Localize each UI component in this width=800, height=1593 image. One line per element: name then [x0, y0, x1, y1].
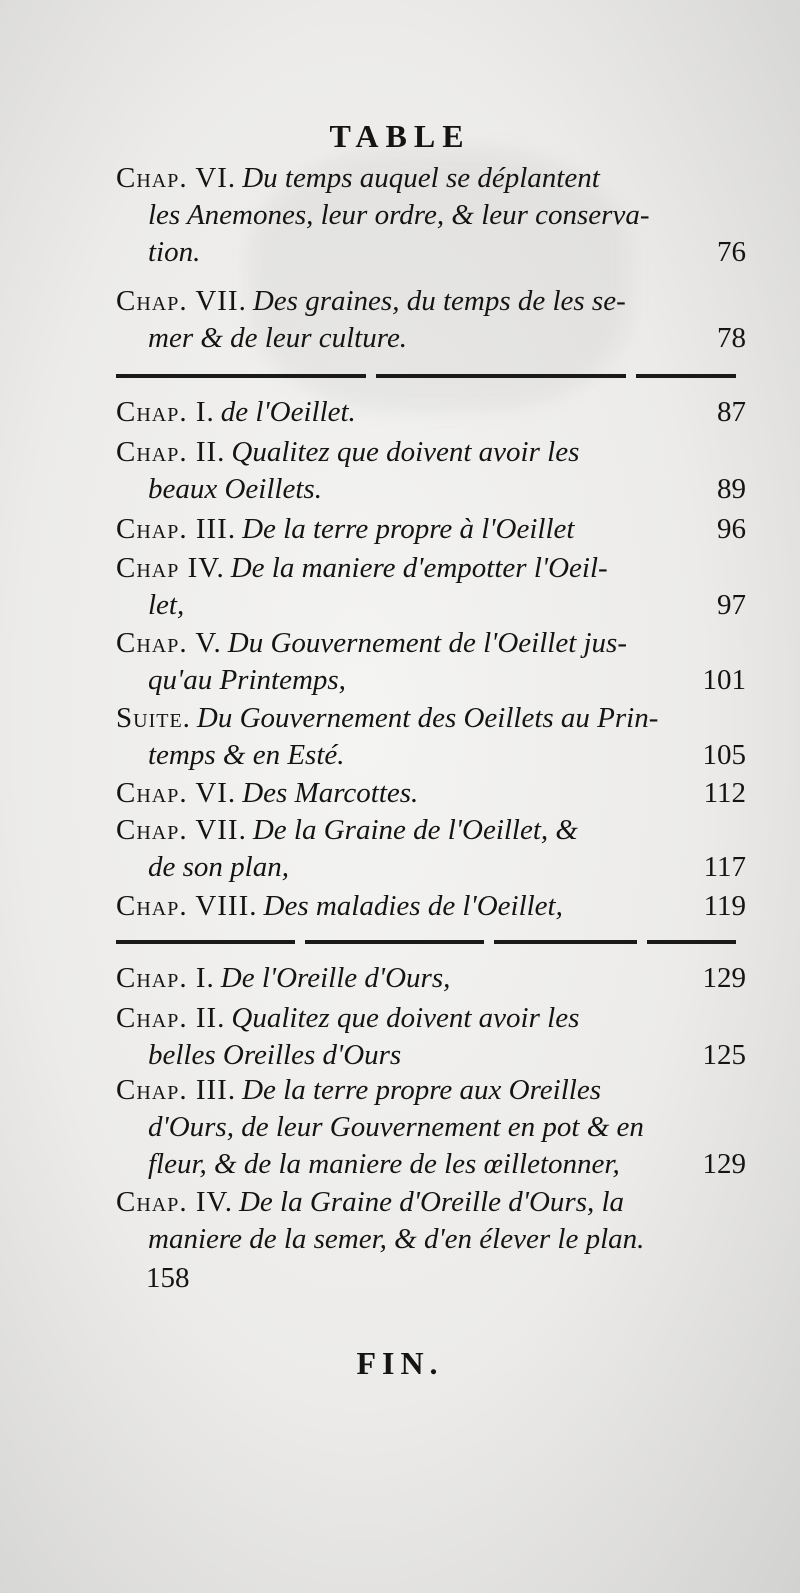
page-number: 97: [717, 589, 746, 621]
page-number: 129: [702, 1148, 746, 1180]
chapter-title-continued: mer & de leur culture.: [148, 322, 408, 354]
page-number: 129: [702, 962, 746, 994]
page-number: 87: [717, 396, 746, 428]
fin-text: FIN.: [356, 1345, 444, 1381]
toc-entry: [116, 812, 746, 886]
chapter-title: Qualitez que doivent avoir les: [231, 1002, 580, 1034]
chapter-label: Chap. VIII.: [116, 890, 258, 922]
toc-entry: [116, 394, 746, 431]
toc-entry: [116, 1000, 746, 1074]
page-number: 158: [146, 1262, 190, 1294]
chapter-label: Chap. VI.: [116, 777, 237, 809]
toc-entry: [116, 511, 746, 548]
section-divider: [116, 940, 736, 944]
chapter-title-continued: let,: [148, 589, 185, 621]
toc-entry: [116, 960, 746, 997]
chapter-title: Du Gouvernement des Oeillets au Prin-: [196, 702, 659, 734]
page-number: 89: [717, 473, 746, 505]
chapter-title: De la terre propre aux Oreilles: [242, 1074, 602, 1106]
toc-entry: [116, 888, 746, 925]
page-number: 78: [717, 322, 746, 354]
page-number: 96: [717, 513, 746, 545]
page-number: 112: [703, 777, 746, 809]
toc-entry: [116, 700, 746, 774]
toc-entry: [116, 625, 746, 699]
chapter-title: De la maniere d'empotter l'Oeil-: [230, 552, 608, 584]
page-number: 105: [702, 739, 746, 771]
chapter-label: Chap. I.: [116, 396, 215, 428]
chapter-title: Des Marcottes.: [242, 777, 419, 809]
chapter-label: Suite.: [116, 702, 191, 734]
chapter-title: De la terre propre à l'Oeillet: [242, 513, 575, 545]
chapter-title-continued: d'Ours, de leur Gouvernement en pot & en: [148, 1111, 644, 1143]
chapter-title: Qualitez que doivent avoir les: [231, 436, 580, 468]
toc-entry: [116, 283, 746, 357]
chapter-title: Des graines, du temps de les se-: [252, 285, 626, 317]
chapter-label: Chap. I.: [116, 962, 215, 994]
chapter-label: Chap. III.: [116, 1074, 237, 1106]
page-number: 76: [717, 236, 746, 268]
page-number: 119: [703, 890, 746, 922]
chapter-label: Chap. II.: [116, 436, 226, 468]
chapter-label: Chap. II.: [116, 1002, 226, 1034]
chapter-title-continued: fleur, & de la maniere de les œilletonner,: [148, 1148, 620, 1180]
chapter-title-continued: belles Oreilles d'Ours: [148, 1039, 402, 1071]
chapter-title: de l'Oeillet.: [220, 396, 356, 428]
toc-entry: [116, 550, 746, 624]
chapter-title: Du Gouvernement de l'Oeillet jus-: [227, 627, 627, 659]
chapter-title-continued: maniere de la semer, & d'en élever le plan.: [148, 1223, 645, 1255]
page-number: 125: [702, 1039, 746, 1071]
chapter-label: Chap IV.: [116, 552, 225, 584]
chapter-title: De l'Oreille d'Ours,: [220, 962, 451, 994]
chapter-label: Chap. VII.: [116, 285, 247, 317]
toc-entry: [116, 1072, 746, 1183]
chapter-label: Chap. V.: [116, 627, 222, 659]
chapter-title: De la Graine de l'Oeillet, &: [252, 814, 578, 846]
chapter-title-continued: tion.: [148, 236, 201, 268]
chapter-title-continued: temps & en Esté.: [148, 739, 345, 771]
toc-entry: [116, 160, 746, 271]
chapter-label: Chap. VI.: [116, 162, 237, 194]
chapter-title-continued: qu'au Printemps,: [148, 664, 346, 696]
chapter-title: Du temps auquel se déplantent: [242, 162, 600, 194]
chapter-title: De la Graine d'Oreille d'Ours, la: [238, 1186, 625, 1218]
chapter-label: Chap. IV.: [116, 1186, 233, 1218]
chapter-label: Chap. VII.: [116, 814, 247, 846]
toc-entry: [116, 775, 746, 812]
chapter-title-continued: les Anemones, leur ordre, & leur conserva-: [148, 199, 650, 231]
chapter-title-continued: beaux Oeillets.: [148, 473, 322, 505]
toc-entry: [116, 434, 746, 508]
section-divider: [116, 374, 736, 378]
page-number: 117: [703, 851, 746, 883]
page-number: 101: [702, 664, 746, 696]
toc-entry: [116, 1184, 746, 1258]
chapter-label: Chap. III.: [116, 513, 237, 545]
chapter-title-continued: de son plan,: [148, 851, 289, 883]
chapter-title: Des maladies de l'Oeillet,: [263, 890, 563, 922]
running-head: TABLE: [329, 118, 471, 154]
